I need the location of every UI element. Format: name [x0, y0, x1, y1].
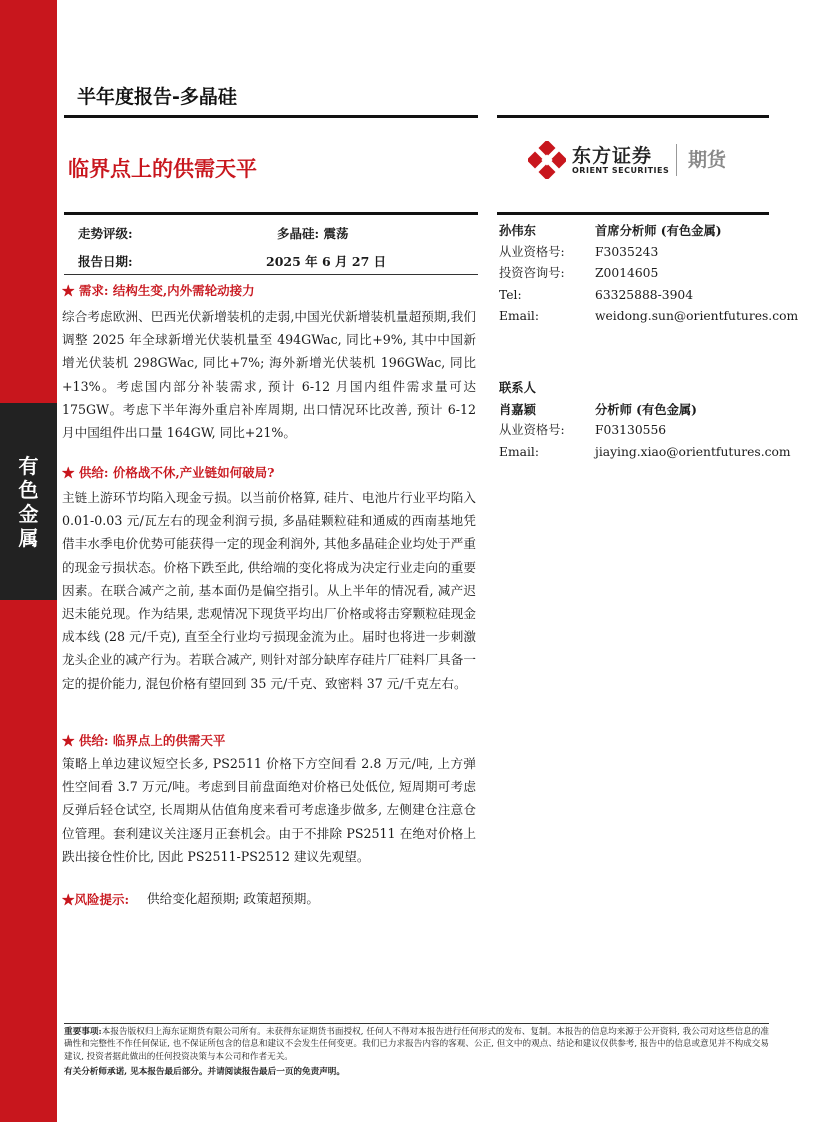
contact-label: Email:	[499, 309, 539, 324]
logo-name-cn: 东方证券	[572, 145, 653, 167]
contact-value: Z0014605	[595, 266, 659, 281]
section-body-demand: 综合考虑欧洲、巴西光伏新增装机的走弱,中国光伏新增装机量超预期,我们调整 2025 年全球新增光伏装机量至 494GWac, 同比+9%, 其中中国新增光伏装机 298GWac, 同比+7%; 海外新增光伏装机 196GWac, 同比+13%。考虑国内部分补装需求, 预计 6-12 月国内组件需求量可达 175GW。考虑下半年海外重启补库周期, 出口情况环比改善, 预计 6-12 月中国组件出口量 164GW, 同比+21%。	[62, 309, 476, 441]
analyst-title: 分析师 (有色金属)	[595, 401, 697, 417]
date-label: 报告日期:	[78, 254, 133, 269]
sidebar-char: 属	[18, 525, 39, 550]
contact-label: 从业资格号:	[499, 423, 565, 438]
footer-disclaimer	[64, 1026, 769, 1063]
header-rule-right	[497, 115, 769, 118]
logo-name-en: ORIENT SECURITIES	[572, 166, 670, 175]
analyst-title: 首席分析师 (有色金属)	[595, 223, 722, 238]
header-rule	[64, 115, 478, 118]
risk-label: ★风险提示:	[62, 892, 130, 907]
contact-value: F03130556	[595, 423, 667, 438]
disclaimer-text: 本报告版权归上海东证期货有限公司所有。未获得东证期货书面授权, 任何人不得对本报告进行任何形式的发布、复制。本报告的信息均来源于公开资料, 我公司对这些信息的准确性和完整性不作任何保证, 也不保证所包含的信息和建议不会发生任何变更。我们已力求报告内容的客观、公正, 但文中的观点、结论和建议仅供参考, 报告中的信息或意见并不构成交易建议, 投资者据此做出的任何投资决策与本公司和作者无关。	[64, 1027, 769, 1062]
report-type: 半年度报告-多晶硅	[77, 86, 237, 108]
disclaimer-label: 重要事项:	[64, 1027, 102, 1037]
contact-label: Tel:	[499, 287, 522, 302]
email-link[interactable]: weidong.sun@orientfutures.com	[595, 309, 799, 324]
meta-divider	[64, 274, 478, 275]
company-logo	[528, 139, 738, 181]
sidebar-char: 有	[18, 453, 39, 478]
logo-divider	[676, 144, 677, 176]
section-body-strategy: 策略上单边建议短空长多, PS2511 价格下方空间看 2.8 万元/吨, 上方弹性空间看 3.7 万元/吨。考虑到目前盘面绝对价格已处低位, 短周期可考虑反弹后轻仓试空, 长周期从估值角度来看可考虑逢步做多, 左侧建仓注意仓位管理。套利建议关注逐月正套机会。由于不排除 PS2511 在绝对价格上跌出接仓性价比, 因此 PS2511-PS2512 建议先观望。	[62, 756, 476, 864]
section-heading-demand: ★ 需求: 结构生变,内外需轮动接力	[62, 283, 255, 298]
contact-label: Email:	[499, 444, 539, 459]
contact-label: 从业资格号:	[499, 244, 565, 259]
footer-rule	[64, 1023, 769, 1024]
contact-label: 投资咨询号:	[499, 266, 565, 281]
date-value: 2025 年 6 月 27 日	[266, 254, 387, 269]
email-link[interactable]: jiaying.xiao@orientfutures.com	[595, 444, 791, 459]
section-body-supply: 主链上游环节均陷入现金亏损。以当前价格算, 硅片、电池片行业平均陷入 0.01-0.03 元/瓦左右的现金利润亏损, 多晶硅颗粒硅和通威的西南基地凭借丰水季电价优势可能获得一定的现金利润外, 其他多晶硅企业均处于严重的现金亏损状态。价格下跌至此, 供给端的变化将成为决定行业走向的重要因素。在联合减产之前, 基本面仍是偏空指引。从上半年的情况看, 减产迟迟未能兑现。作为结果, 悲观情况下现货平均出厂价格或将击穿颗粒硅现金成本线 (28 元/千克), 直至全行业均亏损现金流为止。届时也将进一步刺激龙头企业的减产行为。若联合减产, 则针对部分缺库存硅片厂硅料厂具备一定的提价能力, 混包价格有望回到 35 元/千克、致密料 37 元/千克左右。	[62, 490, 476, 691]
meta-rule-right	[497, 212, 769, 215]
risk-text: 供给变化超预期; 政策超预期。	[147, 891, 319, 906]
section-heading-strategy: ★ 供给: 临界点上的供需天平	[62, 733, 226, 748]
analyst-name: 肖嘉颖	[499, 401, 536, 417]
analyst-name: 孙伟东	[499, 223, 536, 238]
sidebar-char: 色	[18, 477, 39, 502]
page-title: 临界点上的供需天平	[68, 157, 257, 181]
rating-value: 多晶硅: 震荡	[277, 226, 349, 241]
logo-futures-label: 期货	[688, 149, 727, 171]
contact-value: 63325888-3904	[595, 287, 694, 302]
sidebar-category-tab	[0, 403, 57, 600]
contact-person-label: 联系人	[499, 380, 536, 395]
footer-commitment: 有关分析师承诺, 见本报告最后部分。并请阅读报告最后一页的免责声明。	[64, 1067, 345, 1077]
contact-value: F3035243	[595, 244, 659, 259]
section-heading-supply: ★ 供给: 价格战不休,产业链如何破局?	[62, 465, 275, 480]
orient-logo-icon	[528, 141, 566, 179]
meta-rule	[64, 212, 478, 215]
rating-label: 走势评级:	[78, 226, 133, 241]
sidebar-char: 金	[18, 501, 39, 526]
